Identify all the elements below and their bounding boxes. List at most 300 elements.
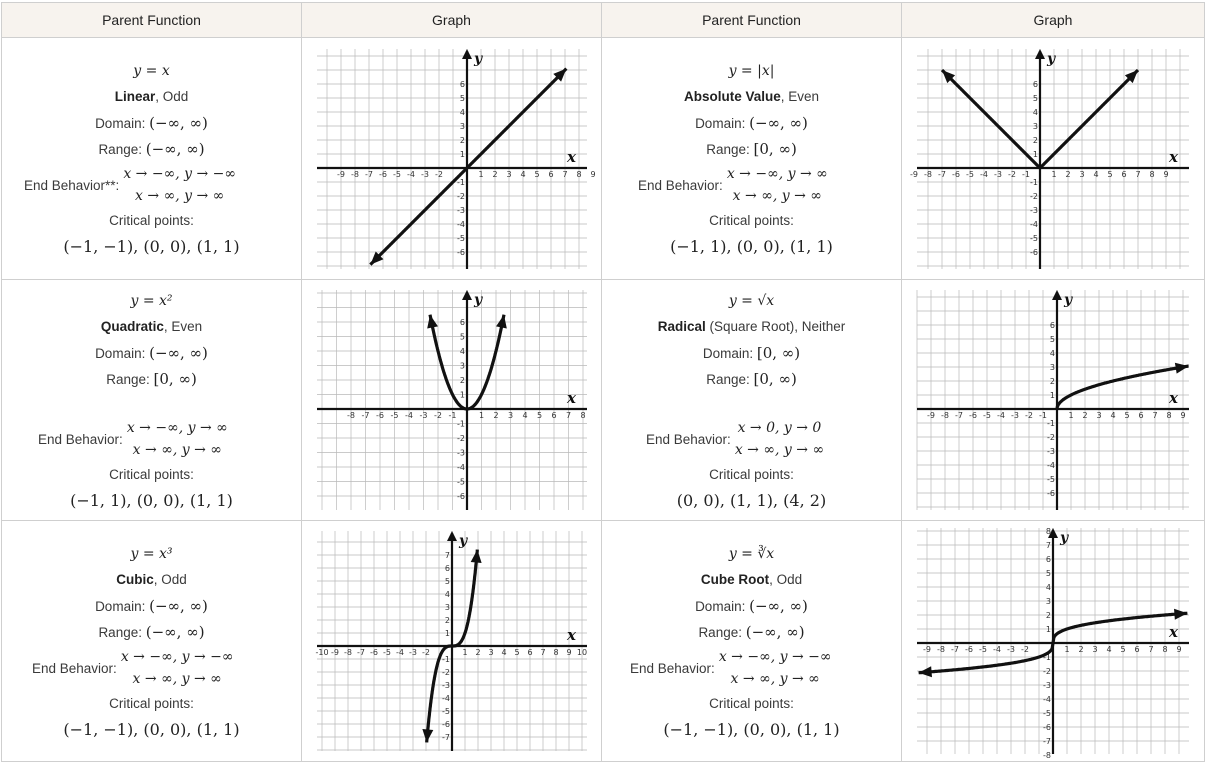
y-tick-label: -8 — [1043, 751, 1051, 760]
y-tick-label: -4 — [1043, 695, 1051, 704]
y-tick-label: 5 — [444, 577, 450, 586]
y-tick-label: -4 — [456, 219, 465, 229]
x-tick-label: -8 — [343, 648, 352, 657]
x-tick-label: -5 — [390, 411, 398, 420]
y-axis-arrow-icon — [447, 531, 457, 541]
y-tick-label: 5 — [1032, 93, 1038, 103]
graph-cell-linear — [302, 38, 602, 280]
parent-functions-table — [1, 2, 1205, 762]
x-tick-label: 8 — [575, 169, 582, 179]
y-tick-label: 5 — [1049, 335, 1055, 344]
x-axis-label: x — [566, 147, 576, 166]
y-tick-label: -4 — [441, 694, 450, 703]
x-tick-label: 5 — [536, 411, 542, 420]
x-tick-label: 2 — [474, 648, 481, 657]
x-tick-label: -8 — [941, 411, 949, 420]
y-tick-label: 6 — [1045, 555, 1051, 564]
header-parent-function-2: Parent Function — [602, 3, 902, 38]
graph-radical — [917, 290, 1189, 510]
function-info-absolute — [602, 38, 902, 280]
x-tick-label: 6 — [1121, 169, 1127, 179]
y-tick-label: 4 — [1045, 583, 1051, 592]
x-tick-label: -2 — [1025, 411, 1033, 420]
y-tick-label: -2 — [456, 434, 465, 443]
y-tick-label: 4 — [1032, 107, 1038, 117]
x-tick-label: 5 — [1124, 411, 1130, 420]
equation: y = x³ — [130, 546, 173, 562]
critical-points-label: Critical points: — [709, 467, 794, 482]
y-tick-label: 6 — [444, 564, 450, 573]
x-tick-label: 2 — [1082, 411, 1088, 420]
x-tick-label: -3 — [994, 169, 1002, 179]
x-tick-label: -3 — [1011, 411, 1019, 420]
end-behavior-label: End Behavior**: — [24, 177, 120, 193]
x-tick-label: -4 — [997, 411, 1005, 420]
end-behavior-left: x → −∞, y → ∞ — [126, 420, 228, 436]
x-tick-label: -6 — [969, 411, 977, 420]
x-axis-label: x — [566, 389, 576, 407]
y-tick-label: -3 — [441, 681, 450, 690]
x-tick-label: 3 — [1079, 169, 1085, 179]
x-tick-label: 3 — [505, 169, 512, 179]
x-tick-label: 5 — [1107, 169, 1113, 179]
x-axis-label: x — [1169, 623, 1178, 641]
y-tick-label: -7 — [1043, 737, 1051, 746]
x-tick-label: 8 — [579, 411, 586, 420]
critical-points-value: (0, 0), (1, 1), (4, 2) — [676, 491, 827, 510]
y-tick-label: 3 — [1045, 597, 1051, 606]
y-tick-label: 6 — [459, 318, 465, 327]
end-behavior-left: x → −∞, y → −∞ — [718, 649, 832, 665]
y-tick-label: -6 — [456, 492, 465, 501]
x-tick-label: -7 — [955, 411, 963, 420]
y-axis-arrow-icon — [1052, 290, 1062, 300]
x-tick-label: -7 — [938, 169, 946, 179]
x-tick-label: 4 — [1093, 169, 1099, 179]
range-value: (−∞, ∞) — [145, 623, 205, 641]
function-name: Absolute Value — [683, 89, 781, 104]
x-tick-label: 7 — [561, 169, 568, 179]
function-symmetry: , Odd — [769, 572, 803, 587]
y-axis-label: y — [473, 292, 482, 308]
y-tick-label: 7 — [444, 551, 450, 560]
domain-label: Domain: — [702, 346, 754, 361]
y-tick-label: 4 — [459, 347, 465, 356]
y-tick-label: -3 — [1043, 681, 1051, 690]
curve-arrow-end-icon — [496, 315, 507, 329]
domain-value: (−∞, ∞) — [749, 597, 808, 615]
x-tick-label: -9 — [910, 169, 918, 179]
curve-arrow-start-icon — [427, 315, 438, 329]
x-tick-label: -8 — [346, 411, 355, 420]
domain-value: (−∞, ∞) — [149, 344, 208, 362]
x-tick-label: 3 — [487, 648, 494, 657]
graph-absolute — [910, 49, 1189, 269]
x-tick-label: 6 — [526, 648, 533, 657]
y-tick-label: -1 — [1043, 653, 1051, 662]
graph-cell-absolute — [902, 38, 1205, 280]
x-tick-label: 7 — [565, 411, 571, 420]
range-label: Range: — [706, 372, 750, 387]
y-tick-label: -4 — [1030, 219, 1038, 229]
y-tick-label: 3 — [1032, 121, 1038, 131]
x-tick-label: -4 — [993, 645, 1001, 654]
y-tick-label: 4 — [444, 590, 450, 599]
end-behavior-right: x → ∞, y → ∞ — [132, 671, 222, 687]
x-tick-label: -1 — [448, 411, 456, 420]
y-tick-label: 2 — [459, 376, 465, 385]
x-tick-label: -5 — [979, 645, 987, 654]
x-tick-label: -2 — [433, 411, 442, 420]
x-tick-label: 7 — [1135, 169, 1141, 179]
y-axis-label: y — [1060, 530, 1069, 546]
function-name: Radical — [657, 319, 706, 334]
x-tick-label: -3 — [420, 169, 429, 179]
x-tick-label: -8 — [937, 645, 945, 654]
y-tick-label: 6 — [459, 79, 465, 89]
critical-points-label: Critical points: — [109, 696, 194, 711]
range-value: [0, ∞) — [153, 370, 197, 388]
range-label: Range: — [98, 142, 142, 157]
y-tick-label: 6 — [1049, 321, 1055, 330]
domain-label: Domain: — [695, 599, 746, 614]
y-tick-label: -3 — [456, 448, 465, 458]
y-tick-label: -6 — [441, 720, 450, 729]
equation: y = |x| — [728, 63, 775, 79]
graph-linear — [317, 49, 596, 269]
grid — [917, 49, 1189, 269]
x-tick-label: 8 — [1166, 411, 1172, 420]
y-tick-label: 5 — [1045, 569, 1051, 578]
x-tick-label: 8 — [1149, 169, 1155, 179]
x-tick-label: 7 — [1148, 645, 1154, 654]
x-tick-label: 6 — [547, 169, 554, 179]
y-tick-label: 3 — [1049, 363, 1055, 372]
x-tick-label: -6 — [369, 648, 378, 657]
header-parent-function-1: Parent Function — [2, 3, 302, 38]
x-tick-label: 3 — [507, 411, 513, 420]
y-axis-arrow-icon — [462, 49, 472, 59]
y-tick-label: 1 — [1045, 625, 1051, 634]
range-label: Range: — [706, 142, 750, 157]
y-tick-label: -2 — [1043, 667, 1051, 676]
x-tick-label: -6 — [378, 169, 387, 179]
domain-label: Domain: — [695, 116, 746, 131]
x-tick-label: 4 — [521, 411, 528, 420]
table-row — [2, 521, 1205, 762]
equation: y = x² — [130, 293, 173, 309]
x-tick-label: 6 — [550, 411, 557, 420]
x-tick-label: -9 — [330, 648, 339, 657]
x-tick-label: -2 — [1021, 645, 1029, 654]
x-tick-label: -4 — [980, 169, 988, 179]
y-tick-label: 5 — [459, 93, 465, 103]
y-tick-label: -5 — [456, 477, 465, 487]
critical-points-label: Critical points: — [709, 696, 794, 711]
range-value: (−∞, ∞) — [745, 623, 805, 641]
x-tick-label: -6 — [952, 169, 960, 179]
y-tick-label: -1 — [441, 655, 450, 664]
header-row — [2, 3, 1205, 38]
function-symmetry: , Odd — [153, 572, 187, 587]
y-tick-label: -2 — [456, 191, 465, 201]
table-row — [2, 38, 1205, 280]
y-tick-label: 3 — [444, 603, 450, 612]
x-axis-label: x — [1169, 147, 1178, 166]
y-tick-label: -2 — [1047, 433, 1055, 442]
end-behavior-label: End Behavior: — [38, 431, 123, 447]
x-tick-label: -9 — [923, 645, 931, 654]
y-tick-label: -1 — [456, 419, 465, 429]
x-tick-label: -8 — [924, 169, 932, 179]
x-tick-label: -7 — [951, 645, 959, 654]
range-value: (−∞, ∞) — [145, 140, 205, 158]
x-tick-label: 4 — [519, 169, 526, 179]
end-behavior-left: x → −∞, y → −∞ — [120, 649, 234, 665]
x-tick-label: -8 — [350, 169, 359, 179]
x-tick-label: 1 — [477, 169, 484, 179]
x-tick-label: 9 — [1180, 411, 1186, 420]
y-axis-arrow-icon — [1035, 49, 1045, 59]
y-axis-label: y — [473, 50, 482, 67]
grid — [317, 290, 587, 510]
x-tick-label: -1 — [1022, 169, 1030, 179]
table-row — [2, 280, 1205, 521]
critical-points-value: (−1, 1), (0, 0), (1, 1) — [70, 491, 233, 510]
end-behavior-label: End Behavior: — [638, 177, 723, 193]
graph-cell-cuberoot — [902, 521, 1205, 762]
y-tick-label: 1 — [1032, 149, 1038, 159]
x-tick-label: -9 — [927, 411, 935, 420]
x-tick-label: 7 — [539, 648, 546, 657]
y-tick-label: 1 — [444, 629, 450, 638]
x-tick-label: 9 — [1163, 169, 1169, 179]
end-behavior-right: x → ∞, y → ∞ — [132, 442, 222, 458]
y-tick-label: -5 — [1047, 475, 1055, 484]
y-tick-label: -3 — [456, 205, 465, 215]
y-tick-label: -1 — [1047, 419, 1055, 428]
x-tick-label: -3 — [408, 648, 417, 657]
x-tick-label: 2 — [1065, 169, 1071, 179]
function-info-radical — [602, 280, 902, 521]
graph-cell-cubic — [302, 521, 602, 762]
y-tick-label: -2 — [1030, 191, 1038, 201]
x-tick-label: -7 — [364, 169, 373, 179]
x-tick-label: -7 — [361, 411, 369, 420]
y-tick-label: 1 — [1049, 391, 1055, 400]
x-tick-label: -5 — [382, 648, 391, 657]
curve-arrow-start-icon — [919, 666, 932, 677]
function-info-cubic — [2, 521, 302, 762]
graph-cell-radical — [902, 280, 1205, 521]
function-symmetry: , Odd — [155, 89, 189, 104]
function-name: Cube Root — [700, 572, 770, 587]
x-tick-label: 1 — [1051, 169, 1057, 179]
x-tick-label: -4 — [406, 169, 415, 179]
y-tick-label: 4 — [1049, 349, 1055, 358]
end-behavior-label: End Behavior: — [630, 660, 715, 676]
y-tick-label: -5 — [1043, 709, 1051, 718]
end-behavior-label: End Behavior: — [32, 660, 117, 676]
x-tick-label: -5 — [392, 169, 401, 179]
y-tick-label: -7 — [441, 733, 450, 742]
y-tick-label: -1 — [1030, 177, 1038, 187]
x-tick-label: 9 — [589, 169, 596, 179]
x-tick-label: 3 — [1092, 645, 1098, 654]
domain-value: (−∞, ∞) — [749, 114, 808, 132]
equation: y = √x — [728, 293, 775, 309]
graph-cubic — [314, 531, 587, 751]
function-name: Linear — [114, 89, 156, 104]
x-tick-label: 5 — [513, 648, 520, 657]
range-label: Range: — [106, 372, 150, 387]
x-tick-label: 7 — [1152, 411, 1158, 420]
x-tick-label: -6 — [965, 645, 973, 654]
x-axis-label: x — [566, 626, 576, 644]
curve-arrow-end-icon — [1174, 609, 1187, 620]
y-tick-label: -6 — [1030, 247, 1038, 257]
critical-points-label: Critical points: — [709, 213, 794, 228]
y-axis-arrow-icon — [462, 290, 472, 300]
y-tick-label: -3 — [1030, 205, 1038, 215]
end-behavior-right: x → ∞, y → ∞ — [732, 188, 822, 204]
y-tick-label: 6 — [1032, 79, 1038, 89]
x-tick-label: 2 — [492, 411, 499, 420]
domain-label: Domain: — [95, 599, 146, 614]
x-tick-label: 9 — [1176, 645, 1182, 654]
x-tick-label: -4 — [404, 411, 413, 420]
y-axis-label: y — [458, 533, 467, 549]
x-tick-label: 8 — [1162, 645, 1168, 654]
y-tick-label: 2 — [1032, 135, 1038, 145]
x-tick-label: 1 — [1068, 411, 1074, 420]
x-tick-label: 9 — [565, 648, 572, 657]
y-tick-label: 1 — [459, 149, 465, 159]
y-axis-label: y — [1064, 292, 1073, 308]
x-tick-label: -7 — [356, 648, 365, 657]
domain-label: Domain: — [95, 116, 146, 131]
y-tick-label: -1 — [456, 177, 465, 187]
y-tick-label: -6 — [1043, 723, 1051, 732]
x-tick-label: -1 — [1039, 411, 1047, 420]
function-info-linear — [2, 38, 302, 280]
header-graph-1: Graph — [302, 3, 602, 38]
y-tick-label: 8 — [1045, 527, 1051, 536]
range-value: [0, ∞) — [753, 140, 797, 158]
function-name: Cubic — [116, 572, 154, 587]
range-value: [0, ∞) — [753, 370, 797, 388]
y-tick-label: -4 — [1047, 461, 1055, 470]
y-tick-label: 1 — [459, 390, 465, 400]
y-tick-label: -2 — [441, 668, 450, 677]
y-tick-label: 2 — [1045, 611, 1051, 620]
y-tick-label: 7 — [1045, 541, 1051, 550]
y-tick-label: 2 — [444, 616, 450, 625]
critical-points-value: (−1, −1), (0, 0), (1, 1) — [63, 720, 240, 739]
x-tick-label: -6 — [375, 411, 384, 420]
x-tick-label: -9 — [336, 169, 345, 179]
end-behavior-left: x → −∞, y → −∞ — [123, 166, 237, 182]
x-tick-label: 10 — [576, 648, 587, 657]
x-tick-label: 2 — [1078, 645, 1084, 654]
end-behavior-left: x → −∞, y → ∞ — [726, 166, 828, 182]
graph-cuberoot — [917, 527, 1189, 760]
critical-points-label: Critical points: — [109, 213, 194, 228]
end-behavior-label: End Behavior: — [646, 431, 731, 447]
x-tick-label: 4 — [1106, 645, 1112, 654]
critical-points-value: (−1, 1), (0, 0), (1, 1) — [670, 237, 833, 256]
x-tick-label: 6 — [1138, 411, 1144, 420]
domain-value: [0, ∞) — [756, 344, 801, 362]
y-tick-label: 5 — [459, 332, 465, 342]
end-behavior-left: x → 0, y → 0 — [737, 420, 822, 436]
y-tick-label: 2 — [1049, 377, 1055, 386]
x-tick-label: -3 — [419, 411, 427, 420]
x-tick-label: 5 — [533, 169, 540, 179]
function-info-cuberoot — [602, 521, 902, 762]
x-tick-label: 8 — [552, 648, 559, 657]
end-behavior-right: x → ∞, y → ∞ — [734, 442, 825, 458]
y-tick-label: 3 — [459, 361, 465, 371]
function-symmetry: , Even — [163, 319, 203, 334]
y-axis-label: y — [1047, 50, 1056, 67]
graph-cell-quadratic — [302, 280, 602, 521]
domain-value: (−∞, ∞) — [149, 597, 208, 615]
y-tick-label: 4 — [459, 107, 465, 117]
y-tick-label: -6 — [456, 247, 465, 257]
x-tick-label: -5 — [966, 169, 974, 179]
critical-points-value: (−1, −1), (0, 0), (1, 1) — [63, 237, 240, 256]
y-tick-label: -5 — [1030, 233, 1038, 243]
x-tick-label: 2 — [491, 169, 498, 179]
y-tick-label: -6 — [1047, 489, 1055, 498]
y-tick-label: 2 — [459, 135, 465, 145]
function-symmetry: , Even — [780, 89, 820, 104]
equation: y = ∛x — [728, 546, 775, 562]
x-tick-label: -5 — [983, 411, 991, 420]
domain-label: Domain: — [95, 346, 146, 361]
y-tick-label: -3 — [1047, 447, 1055, 456]
grid — [317, 49, 587, 269]
range-label: Range: — [98, 625, 142, 640]
curve-arrow-end-icon — [1175, 363, 1189, 374]
graph-quadratic — [317, 290, 587, 510]
y-tick-label: -4 — [456, 463, 465, 472]
x-tick-label: -3 — [1007, 645, 1015, 654]
x-axis-label: x — [1169, 389, 1178, 407]
x-tick-label: -4 — [395, 648, 404, 657]
end-behavior-right: x → ∞, y → ∞ — [135, 188, 225, 204]
range-label: Range: — [698, 625, 742, 640]
header-graph-2: Graph — [902, 3, 1205, 38]
x-tick-label: 1 — [478, 411, 484, 420]
function-symmetry: (Square Root), Neither — [705, 319, 846, 334]
domain-value: (−∞, ∞) — [149, 114, 208, 132]
y-tick-label: -5 — [441, 707, 450, 716]
x-tick-label: -10 — [314, 648, 329, 657]
x-tick-label: 5 — [1120, 645, 1126, 654]
critical-points-label: Critical points: — [109, 467, 194, 482]
x-tick-label: -2 — [1008, 169, 1016, 179]
x-tick-label: 6 — [1134, 645, 1140, 654]
equation: y = x — [133, 63, 170, 79]
x-tick-label: 4 — [1110, 411, 1116, 420]
function-info-quadratic — [2, 280, 302, 521]
x-tick-label: -2 — [434, 169, 443, 179]
end-behavior-right: x → ∞, y → ∞ — [730, 671, 820, 687]
x-tick-label: 1 — [1064, 645, 1070, 654]
y-tick-label: 3 — [459, 121, 465, 131]
